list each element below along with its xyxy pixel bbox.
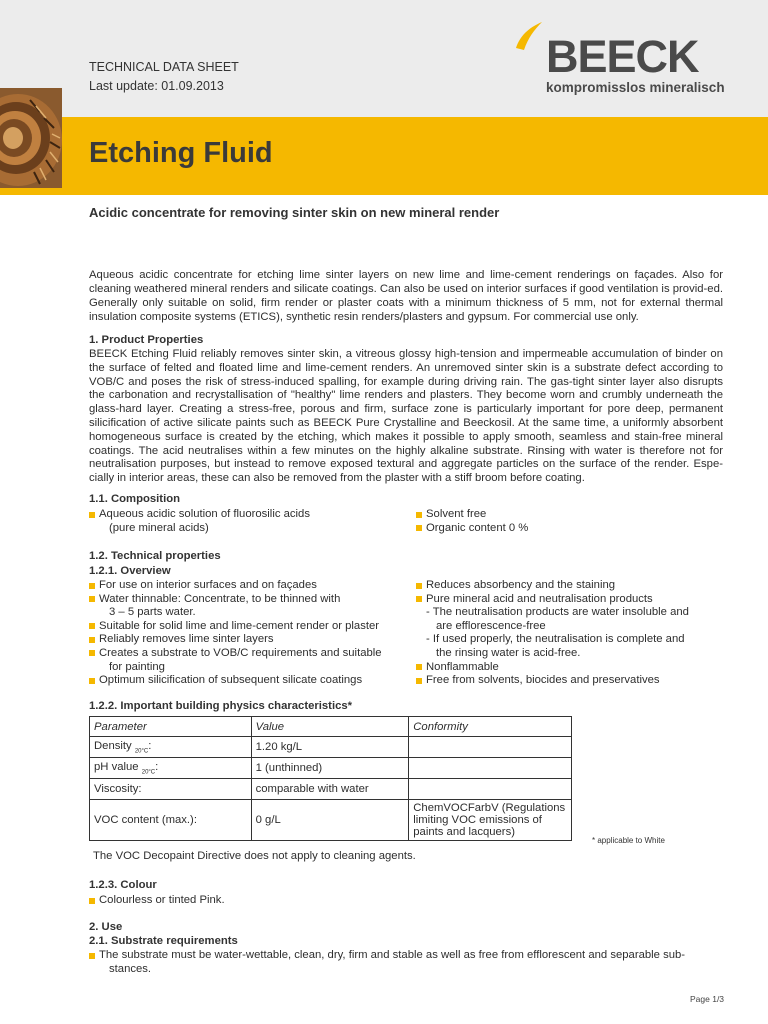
section-heading-building-physics: 1.2.2. Important building physics characteristics* xyxy=(89,700,353,712)
cell-parameter: Density $_{20^\circ C}$: xyxy=(90,737,252,758)
list-item: Creates a substrate to VOB/C requirements and suitable for painting xyxy=(89,647,409,674)
table-row xyxy=(90,779,572,800)
list-item: Suitable for solid lime and lime-cement render or plaster xyxy=(89,620,409,634)
cell-value: comparable with water xyxy=(251,779,409,800)
cell-value: 0 g/L xyxy=(251,800,409,841)
page-number: Page 1/3 xyxy=(690,994,725,1004)
subtitle: Acidic concentrate for removing sinter skin on new mineral render xyxy=(89,205,500,220)
header-parameter: Parameter xyxy=(90,717,252,737)
list-item: Aqueous acidic solution of fluorosilic acids (pure mineral acids) xyxy=(89,508,409,535)
cell-conformity: ChemVOCFarbV (Regulations limiting VOC emissions of paints and lacquers) xyxy=(409,800,572,841)
list-item: Water thinnable: Concentrate, to be thinned with 3 – 5 parts water. xyxy=(89,593,409,620)
document-type: TECHNICAL DATA SHEET xyxy=(89,60,239,74)
table-row xyxy=(90,800,572,841)
product-properties-paragraph: BEECK Etching Fluid reliably removes sinter skin, a vitreous glossy high-tension and impermeable accumulation of binder on the surface of felted and floated lime and lime-cement renders. An unremoved sinter skin is a substrate defect according to VOB/C and poses the risk of stress-induced spalling, for example during driving rain. The gas-tight sinter layer also disrupts the carbonation and recrystallisation of "healthy" lime renders and plasters. They become worn and crumbly underneath the glass-hard layer. Creating a stress-free, porous and firm, surface zone is particularly important for pore deep, permanent silicification of active silicate paints such as BEECK Pure Crystalline and Beeckosil. At the same time, a uniformly absorbent homogeneous surface is created by the etching, which makes it possible to apply smooth, seamless and stain-free mineral coatings. The acid neutralises within a few minutes on the highly alkaline substrate. Rinsing with water is therefore not for neutralisation purposes, but instead to remove exposed textural and aggregate particles on the surface of the render. Espe-cially in interior areas, these can also be removed from the plaster with a stiff broom before coating. xyxy=(89,348,723,485)
list-item: Organic content 0 % xyxy=(416,522,716,536)
table-header-row xyxy=(90,717,572,737)
overview-list-left xyxy=(89,579,409,688)
logo-swoosh-icon xyxy=(510,18,550,58)
composition-list-right xyxy=(416,508,716,535)
composition-list-left xyxy=(89,508,409,535)
intro-paragraph: Aqueous acidic concentrate for etching lime sinter layers on new lime and lime-cement renderings on façades. Also for cleaning weathered mineral renders and silicate coatings. Can also be used on interior surfaces if good ventilation is provid-ed. Generally only suitable on solid, firm render or plaster coats with a minimum thickness of 5 mm, not for external thermal insulation composite systems (ETICS), synthetic resin renders/plasters and gypsum. For commercial use only. xyxy=(89,269,723,323)
overview-list-right xyxy=(416,579,726,688)
section-heading-substrate-requirements: 2.1. Substrate requirements xyxy=(89,935,238,947)
logo-tagline: kompromisslos mineralisch xyxy=(546,80,725,95)
list-subitem: - The neutralisation products are water insoluble and are efflorescence-free xyxy=(426,606,689,632)
ammonite-fossil-image xyxy=(0,88,62,188)
table-row xyxy=(90,737,572,758)
cell-parameter: pH value $_{20^\circ C}$: xyxy=(90,758,252,779)
voc-note: The VOC Decopaint Directive does not apply to cleaning agents. xyxy=(93,850,416,862)
list-item: Reduces absorbency and the staining xyxy=(416,579,726,593)
logo-wordmark: BEECK xyxy=(546,31,699,82)
list-item: Colourless or tinted Pink. xyxy=(89,894,409,908)
characteristics-table xyxy=(89,716,572,841)
section-heading-product-properties: 1. Product Properties xyxy=(89,334,204,346)
cell-value: 1 (unthinned) xyxy=(251,758,409,779)
table-footnote: * applicable to White xyxy=(592,836,665,845)
cell-conformity xyxy=(409,779,572,800)
section-heading-overview: 1.2.1. Overview xyxy=(89,565,171,577)
substrate-list xyxy=(89,949,723,976)
list-item: The substrate must be water-wettable, clean, dry, firm and stable as well as free from efflorescent and separable sub- stances. xyxy=(89,949,723,976)
page-title: Etching Fluid xyxy=(89,137,273,169)
list-item: Reliably removes lime sinter layers xyxy=(89,633,409,647)
section-heading-technical-properties: 1.2. Technical properties xyxy=(89,550,221,562)
section-heading-use: 2. Use xyxy=(89,921,123,933)
cell-parameter: VOC content (max.): xyxy=(90,800,252,841)
cell-conformity xyxy=(409,758,572,779)
header-value: Value xyxy=(251,717,409,737)
list-item: For use on interior surfaces and on façades xyxy=(89,579,409,593)
cell-value: 1.20 kg/L xyxy=(251,737,409,758)
table-row xyxy=(90,758,572,779)
last-update: Last update: 01.09.2013 xyxy=(89,79,224,93)
list-item: Solvent free xyxy=(416,508,716,522)
list-item: Optimum silicification of subsequent silicate coatings xyxy=(89,674,409,688)
cell-conformity xyxy=(409,737,572,758)
beeck-logo xyxy=(510,18,740,108)
colour-list xyxy=(89,894,409,908)
header-conformity: Conformity xyxy=(409,717,572,737)
list-item: Free from solvents, biocides and preservatives xyxy=(416,674,726,688)
section-heading-composition: 1.1. Composition xyxy=(89,493,181,505)
cell-parameter: Viscosity: xyxy=(90,779,252,800)
list-subitem: - If used properly, the neutralisation is complete and the rinsing water is acid-free. xyxy=(426,633,685,659)
list-item: Nonflammable xyxy=(416,661,726,675)
list-item: Pure mineral acid and neutralisation products xyxy=(416,593,726,607)
section-heading-colour: 1.2.3. Colour xyxy=(89,879,157,891)
